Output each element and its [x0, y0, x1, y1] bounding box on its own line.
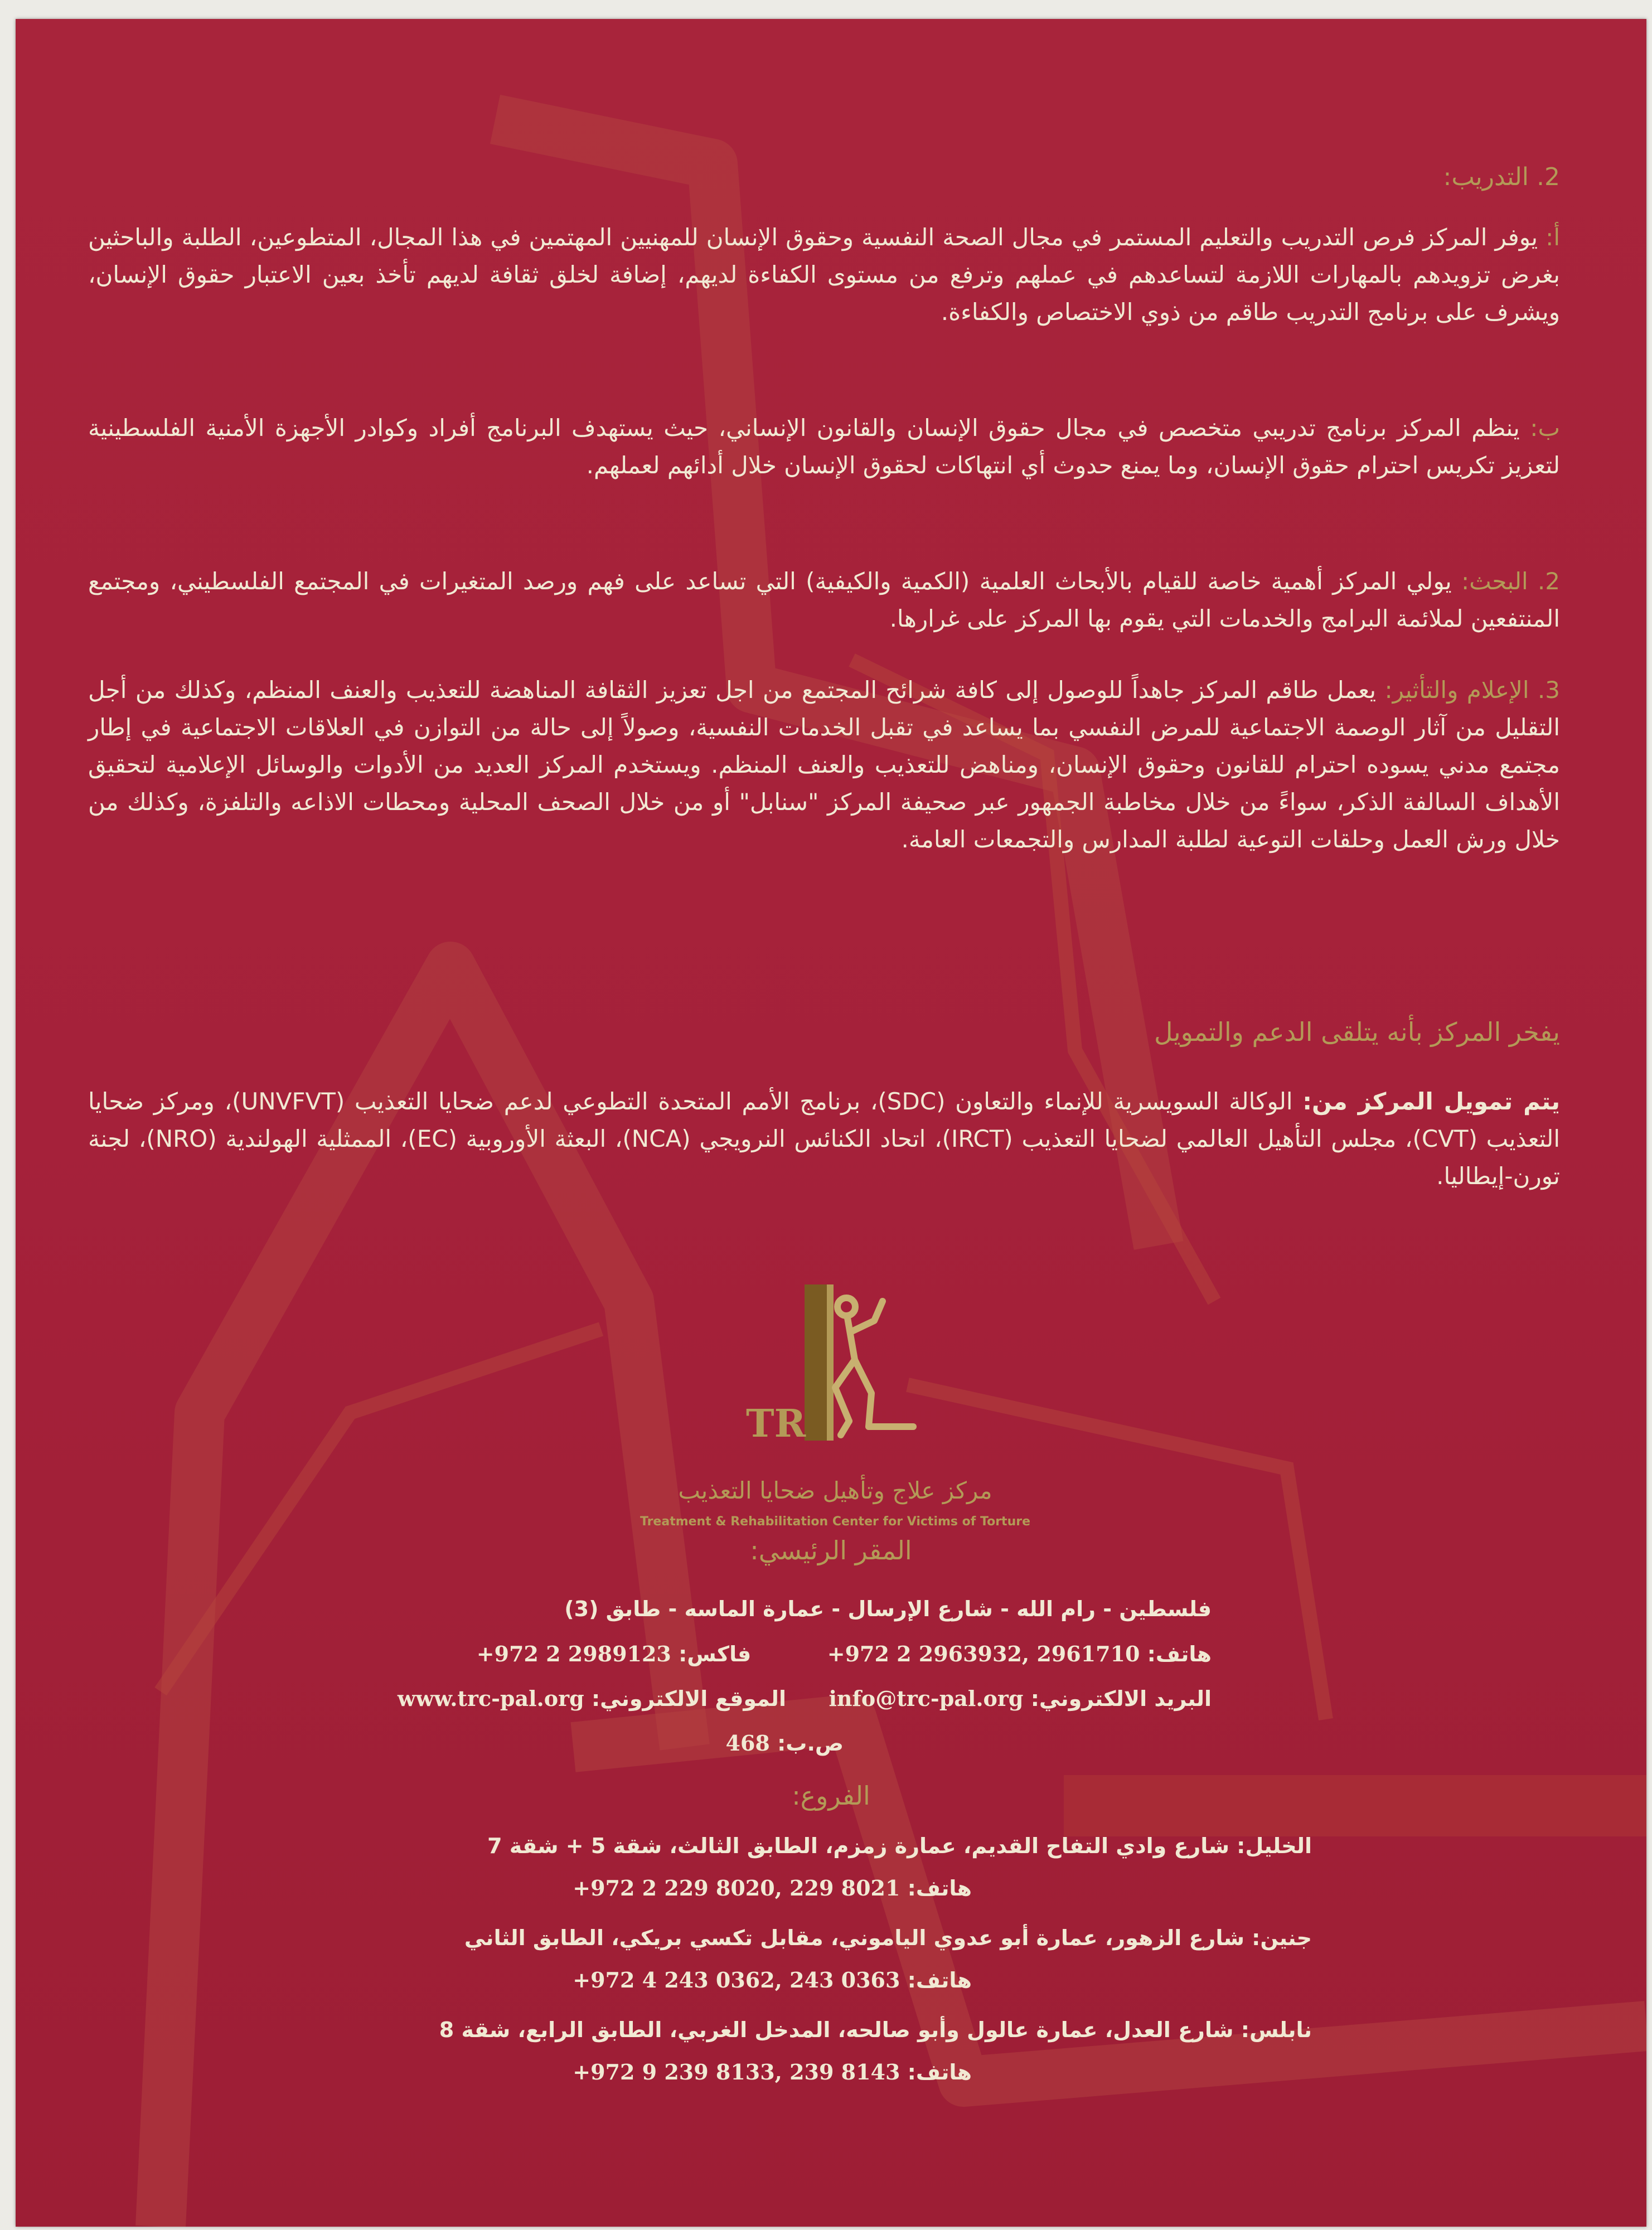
hq-web-label: الموقع الالكتروني: [591, 1686, 786, 1711]
hq-fax-label: فاكس: [679, 1642, 752, 1666]
logo-letters: TR [746, 1402, 806, 1446]
research-text: يولي المركز أهمية خاصة للقيام بالأبحاث العلمية (الكمية والكيفية) التي تساعد على فهم ورصد المتغيرات في المجتمع الفلسطيني، ومجتمع المنتفعين لملائمة البرامج والخدمات التي يقوم بها المركز على غرارها. [88, 568, 1560, 632]
branch-phone: +972 4 243 0362, 243 0363 [573, 1967, 900, 1993]
branch-phone-label: هاتف: [907, 2060, 972, 2084]
item-a-marker: أ: [1546, 224, 1560, 251]
branch-phone: +972 9 239 8133, 239 8143 [573, 2059, 900, 2084]
item-b-text: ينظم المركز برنامج تدريبي متخصص في مجال حقوق الإنسان والقانون الإنساني، حيث يستهدف البرنامج أفراد وكوادر الأجهزة الأمنية الفلسطينية لتعزيز تكريس احترام حقوق الإنسان، وما يمنع حدوث أي انتهاكات لحقوق الإنسان خلال أدائهم لعملهم. [88, 414, 1560, 479]
media-heading: 3. الإعلام والتأثير: [1384, 676, 1560, 704]
training-item-a [88, 219, 1560, 331]
funding-lead: يتم تمويل المركز من: [1302, 1088, 1560, 1115]
hq-phone: +972 2 2963932, 2961710 [827, 1641, 1140, 1666]
hq-email-row [398, 1686, 1212, 1711]
branches-heading: الفروع: [792, 1781, 870, 1811]
hq-website[interactable]: www.trc-pal.org [397, 1686, 584, 1711]
media-text: يعمل طاقم المركز جاهداً للوصول إلى كافة شرائح المجتمع من اجل تعزيز الثقافة المناهضة للتعذيب والعنف المنظم، وكذلك من أجل التقليل من آثار الوصمة الاجتماعية للمرض النفسي بما يساعد في تقبل الخدمات النفسية، وصولاً إلى حالة من التوازن في العلاقات الاجتماعية في إطار مجتمع مدني يسوده احترام للقانون وحقوق الإنسان، ومناهض للتعذيب والعنف المنظم. ويستخدم المركز العديد من الأدوات والوسائل الإعلامية لتحقيق الأهداف السالفة الذكر، سواءً من خلال مخاطبة الجمهور عبر صحيفة المركز "سنابل" أو من خلال الصحف المحلية ومحطات الاذاعه والتلفزة، وكذلك من خلال ورش العمل وحلقات التوعية لطلبة المدارس والتجمعات العامة. [88, 676, 1560, 853]
hq-pobox-label: ص.ب: [777, 1731, 844, 1756]
logo-name-en: Treatment & Rehabilitation Center for Victims of Torture [640, 1515, 1030, 1529]
branch-phone: +972 2 229 8020, 229 8021 [573, 1875, 900, 1901]
research-heading: 2. البحث: [1461, 568, 1561, 595]
item-a-text: يوفر المركز فرص التدريب والتعليم المستمر في مجال الصحة النفسية وحقوق الإنسان للمهنيين المهتمين في هذا المجال، المتطوعين، الطلبة والباحثين بغرض تزويدهم بالمهارات اللازمة لتساعدهم في عملهم وترفع من مستوى الكفاءة لديهم، إضافة لخلق ثقافة لديهم تأخذ بعين الاعتبار حقوق الإنسان، ويشرف على برنامج التدريب طاقم من ذوي الاختصاص والكفاءة. [88, 224, 1560, 326]
branch-hebron-address: الخليل: شارع وادي التفاح القديم، عمارة زمزم، الطابق الثالث، شقة 5 + شقة 7 [487, 1834, 1312, 1858]
hq-email-label: البريد الالكتروني: [1030, 1686, 1212, 1711]
branch-hebron-phone-row [573, 1875, 972, 1901]
training-item-b [88, 409, 1560, 484]
hq-pobox-row [726, 1730, 844, 1756]
hq-phone-label: هاتف: [1147, 1642, 1212, 1666]
hq-phone-row [477, 1641, 1212, 1666]
hq-email[interactable]: info@trc-pal.org [829, 1686, 1024, 1711]
branch-nablus-address: نابلس: شارع العدل، عمارة عالول وأبو صالحه، المدخل الغربي، الطابق الرابع، شقة 8 [439, 2018, 1312, 2042]
research-section [88, 563, 1560, 637]
branch-nablus-phone-row [573, 2059, 972, 2084]
brochure-page [16, 19, 1646, 2227]
logo-name-ar: مركز علاج وتأهيل ضحايا التعذيب [678, 1477, 992, 1504]
branch-jenin-address: جنين: شارع الزهور، عمارة أبو عدوي الياموني، مقابل تكسي بريكي، الطابق الثاني [464, 1926, 1312, 1950]
media-section [88, 671, 1560, 858]
item-b-marker: ب: [1530, 414, 1560, 442]
funding-text: الوكالة السويسرية للإنماء والتعاون (SDC)، برنامج الأمم المتحدة التطوعي لدعم ضحايا التعذيب (UNVFVT)، ومركز ضحايا التعذيب (CVT)، مجلس التأهيل العالمي لضحايا التعذيب (IRCT)، اتحاد الكنائس النرويجي (NCA)، البعثة الأوروبية (EC)، الممثلية الهولندية (NRO)، لجنة تورن-إيطاليا. [88, 1088, 1561, 1190]
branch-phone-label: هاتف: [907, 1968, 972, 1993]
hq-fax: +972 2 2989123 [476, 1641, 671, 1666]
branch-jenin-phone-row [573, 1967, 972, 1993]
headquarters-heading: المقر الرئيسي: [750, 1535, 912, 1565]
training-heading: 2. التدريب: [1443, 163, 1560, 191]
trc-logo [640, 1276, 1030, 1529]
branch-phone-label: هاتف: [907, 1876, 972, 1901]
hq-pobox: 468 [725, 1730, 770, 1756]
funding-heading: يفخر المركز بأنه يتلقى الدعم والتمويل [1154, 1017, 1560, 1047]
funding-section [88, 1083, 1560, 1195]
trc-logo-figure [729, 1276, 930, 1477]
hq-address: فلسطين - رام الله - شارع الإرسال - عمارة الماسه - طابق (3) [564, 1597, 1212, 1621]
